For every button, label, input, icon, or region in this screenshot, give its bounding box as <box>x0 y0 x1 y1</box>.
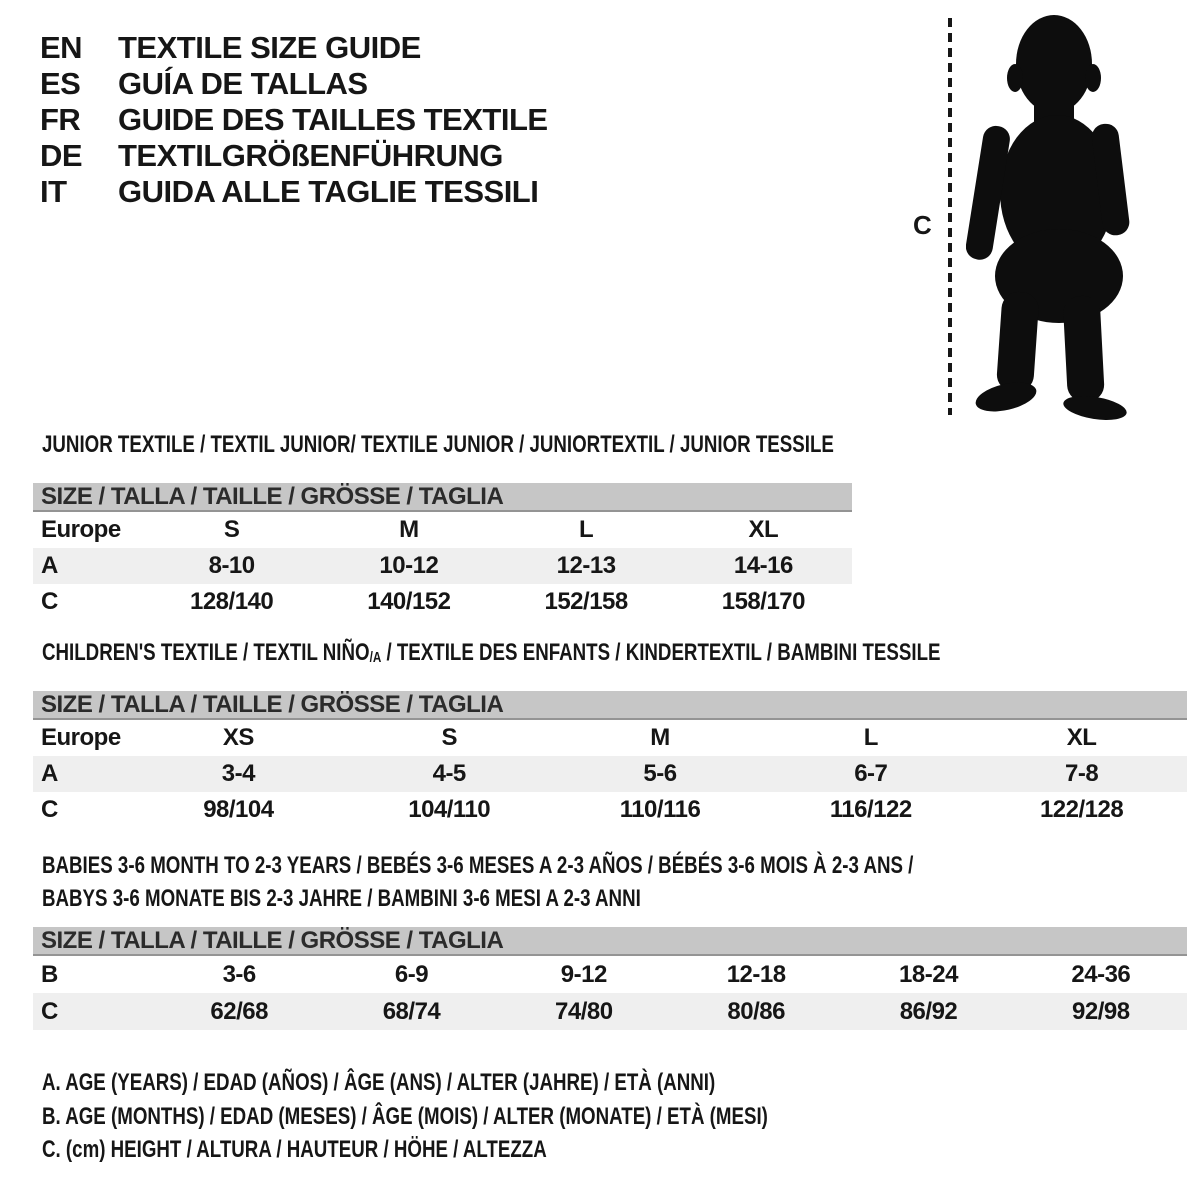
language-title: GUIDE DES TAILLES TEXTILE <box>118 102 548 137</box>
children-size-table <box>33 691 1187 828</box>
legend-line-c <box>42 1133 973 1167</box>
size-cell: 140/152 <box>367 588 451 615</box>
junior-section-title-text: JUNIOR TEXTILE / TEXTIL JUNIOR/ TEXTILE JUNIOR / JUNIORTEXTIL / JUNIOR TESSILE <box>42 431 834 458</box>
language-code: ES <box>40 66 81 101</box>
language-row-fr <box>40 102 548 138</box>
size-cell: 152/158 <box>544 588 628 615</box>
row-label: B <box>41 960 58 988</box>
language-title-list <box>40 30 548 210</box>
row-label: Europe <box>41 724 121 751</box>
size-cell: 116/122 <box>829 796 912 823</box>
size-cell: 14-16 <box>733 552 793 579</box>
size-cell: XL <box>748 516 779 543</box>
size-cell: 8-10 <box>208 552 255 579</box>
size-cell: XL <box>1066 724 1097 751</box>
height-dimension-dashed-line <box>948 18 952 415</box>
size-cell: 92/98 <box>1072 997 1130 1025</box>
size-cell: 80/86 <box>727 997 785 1025</box>
size-cell: 12-18 <box>726 960 786 988</box>
language-title: GUÍA DE TALLAS <box>118 66 368 101</box>
children-section-title <box>42 639 1194 667</box>
babies-title-line1 <box>42 849 1159 882</box>
table-row-height-cm <box>33 584 852 620</box>
size-cell: 68/74 <box>382 997 441 1025</box>
size-cell: 98/104 <box>203 796 274 823</box>
size-cell: 158/170 <box>721 588 805 615</box>
size-cell: 104/110 <box>408 796 491 823</box>
size-cell: 6-9 <box>394 960 429 988</box>
row-label: A <box>41 760 58 787</box>
legend-line-a-text: A. AGE (YEARS) / EDAD (AÑOS) / ÂGE (ANS) / ALTER (JAHRE) / ETÀ (ANNI) <box>42 1069 716 1096</box>
table-row-europe <box>33 720 1187 756</box>
size-header-label: SIZE / TALLA / TAILLE / GRÖSSE / TAGLIA <box>41 691 504 718</box>
title-subscript: /A <box>369 649 382 666</box>
row-label: Europe <box>41 516 121 543</box>
toddler-silhouette-icon <box>966 14 1136 420</box>
size-cell: 9-12 <box>560 960 607 988</box>
size-cell: S <box>223 516 240 543</box>
title-part: CHILDREN'S TEXTILE / TEXTIL NIÑO <box>42 639 370 666</box>
language-row-es <box>40 66 548 102</box>
size-cell: 3-6 <box>222 960 256 988</box>
title-part: / TEXTILE DES ENFANTS / KINDERTEXTIL / BAMBINI TESSILE <box>381 639 941 666</box>
size-cell: 7-8 <box>1065 760 1099 787</box>
size-cell: 10-12 <box>379 552 439 579</box>
babies-title-line2 <box>42 882 1159 915</box>
row-label: A <box>41 552 58 579</box>
size-cell: 24-36 <box>1071 960 1131 988</box>
table-row-age-years <box>33 756 1187 792</box>
legend-line-a <box>42 1066 973 1100</box>
size-cell: L <box>863 724 878 751</box>
babies-section-title <box>42 849 1159 915</box>
legend-line-b-text: B. AGE (MONTHS) / EDAD (MESES) / ÂGE (MOIS) / ALTER (MONATE) / ETÀ (MESI) <box>42 1102 768 1130</box>
size-cell: 86/92 <box>899 997 958 1025</box>
language-title: GUIDA ALLE TAGLIE TESSILI <box>118 174 539 209</box>
row-label: C <box>41 588 58 615</box>
dimension-legend <box>42 1066 973 1167</box>
language-title: TEXTILGRÖßENFÜHRUNG <box>118 138 503 173</box>
size-cell: 128/140 <box>189 588 274 615</box>
size-cell: 4-5 <box>432 760 466 787</box>
size-header-bar <box>33 483 852 512</box>
size-header-bar <box>33 927 1187 956</box>
size-cell: 6-7 <box>854 760 888 787</box>
dimension-label-c: C <box>913 210 932 240</box>
language-code: DE <box>40 138 83 173</box>
size-cell: L <box>579 516 594 543</box>
legend-line-c-text: C. (cm) HEIGHT / ALTURA / HAUTEUR / HÖHE / ALTEZZA <box>42 1136 547 1163</box>
language-code: EN <box>40 30 83 65</box>
junior-section-title <box>42 431 1057 459</box>
language-row-it <box>40 174 548 210</box>
row-label: C <box>41 796 58 823</box>
size-cell: S <box>441 724 457 751</box>
size-cell: 62/68 <box>210 997 268 1025</box>
size-cell: XS <box>222 724 254 751</box>
size-cell: 110/116 <box>619 796 701 823</box>
size-cell: M <box>650 724 670 751</box>
table-row-europe <box>33 512 852 548</box>
size-header-bar <box>33 691 1187 720</box>
size-cell: 3-4 <box>221 760 255 787</box>
row-label: C <box>41 997 58 1025</box>
language-row-en <box>40 30 548 66</box>
junior-size-table <box>33 483 852 620</box>
size-cell: 18-24 <box>899 960 958 988</box>
language-title: TEXTILE SIZE GUIDE <box>118 30 421 65</box>
size-header-label: SIZE / TALLA / TAILLE / GRÖSSE / TAGLIA <box>41 927 504 954</box>
language-row-de <box>40 138 548 174</box>
table-row-height-cm <box>33 993 1187 1030</box>
babies-title-line2-text: BABYS 3-6 MONATE BIS 2-3 JAHRE / BAMBINI 3-6 MESI A 2-3 ANNI <box>42 885 641 912</box>
babies-size-table <box>33 927 1187 1030</box>
size-cell: 12-13 <box>556 552 616 579</box>
language-code: IT <box>40 174 67 209</box>
table-row-age-months <box>33 956 1187 993</box>
size-cell: 74/80 <box>555 997 613 1025</box>
size-cell: 5-6 <box>643 760 677 787</box>
legend-line-b <box>42 1100 973 1134</box>
size-cell: 122/128 <box>1039 796 1124 823</box>
size-cell: M <box>399 516 419 543</box>
children-section-title-text <box>42 639 940 667</box>
language-code: FR <box>40 102 81 137</box>
size-header-label: SIZE / TALLA / TAILLE / GRÖSSE / TAGLIA <box>41 483 504 510</box>
babies-title-line1-text: BABIES 3-6 MONTH TO 2-3 YEARS / BEBÉS 3-6 MESES A 2-3 AÑOS / BÉBÉS 3-6 MOIS À 2-3 ANS / <box>42 852 914 879</box>
table-row-age-years <box>33 548 852 584</box>
table-row-height-cm <box>33 792 1187 828</box>
